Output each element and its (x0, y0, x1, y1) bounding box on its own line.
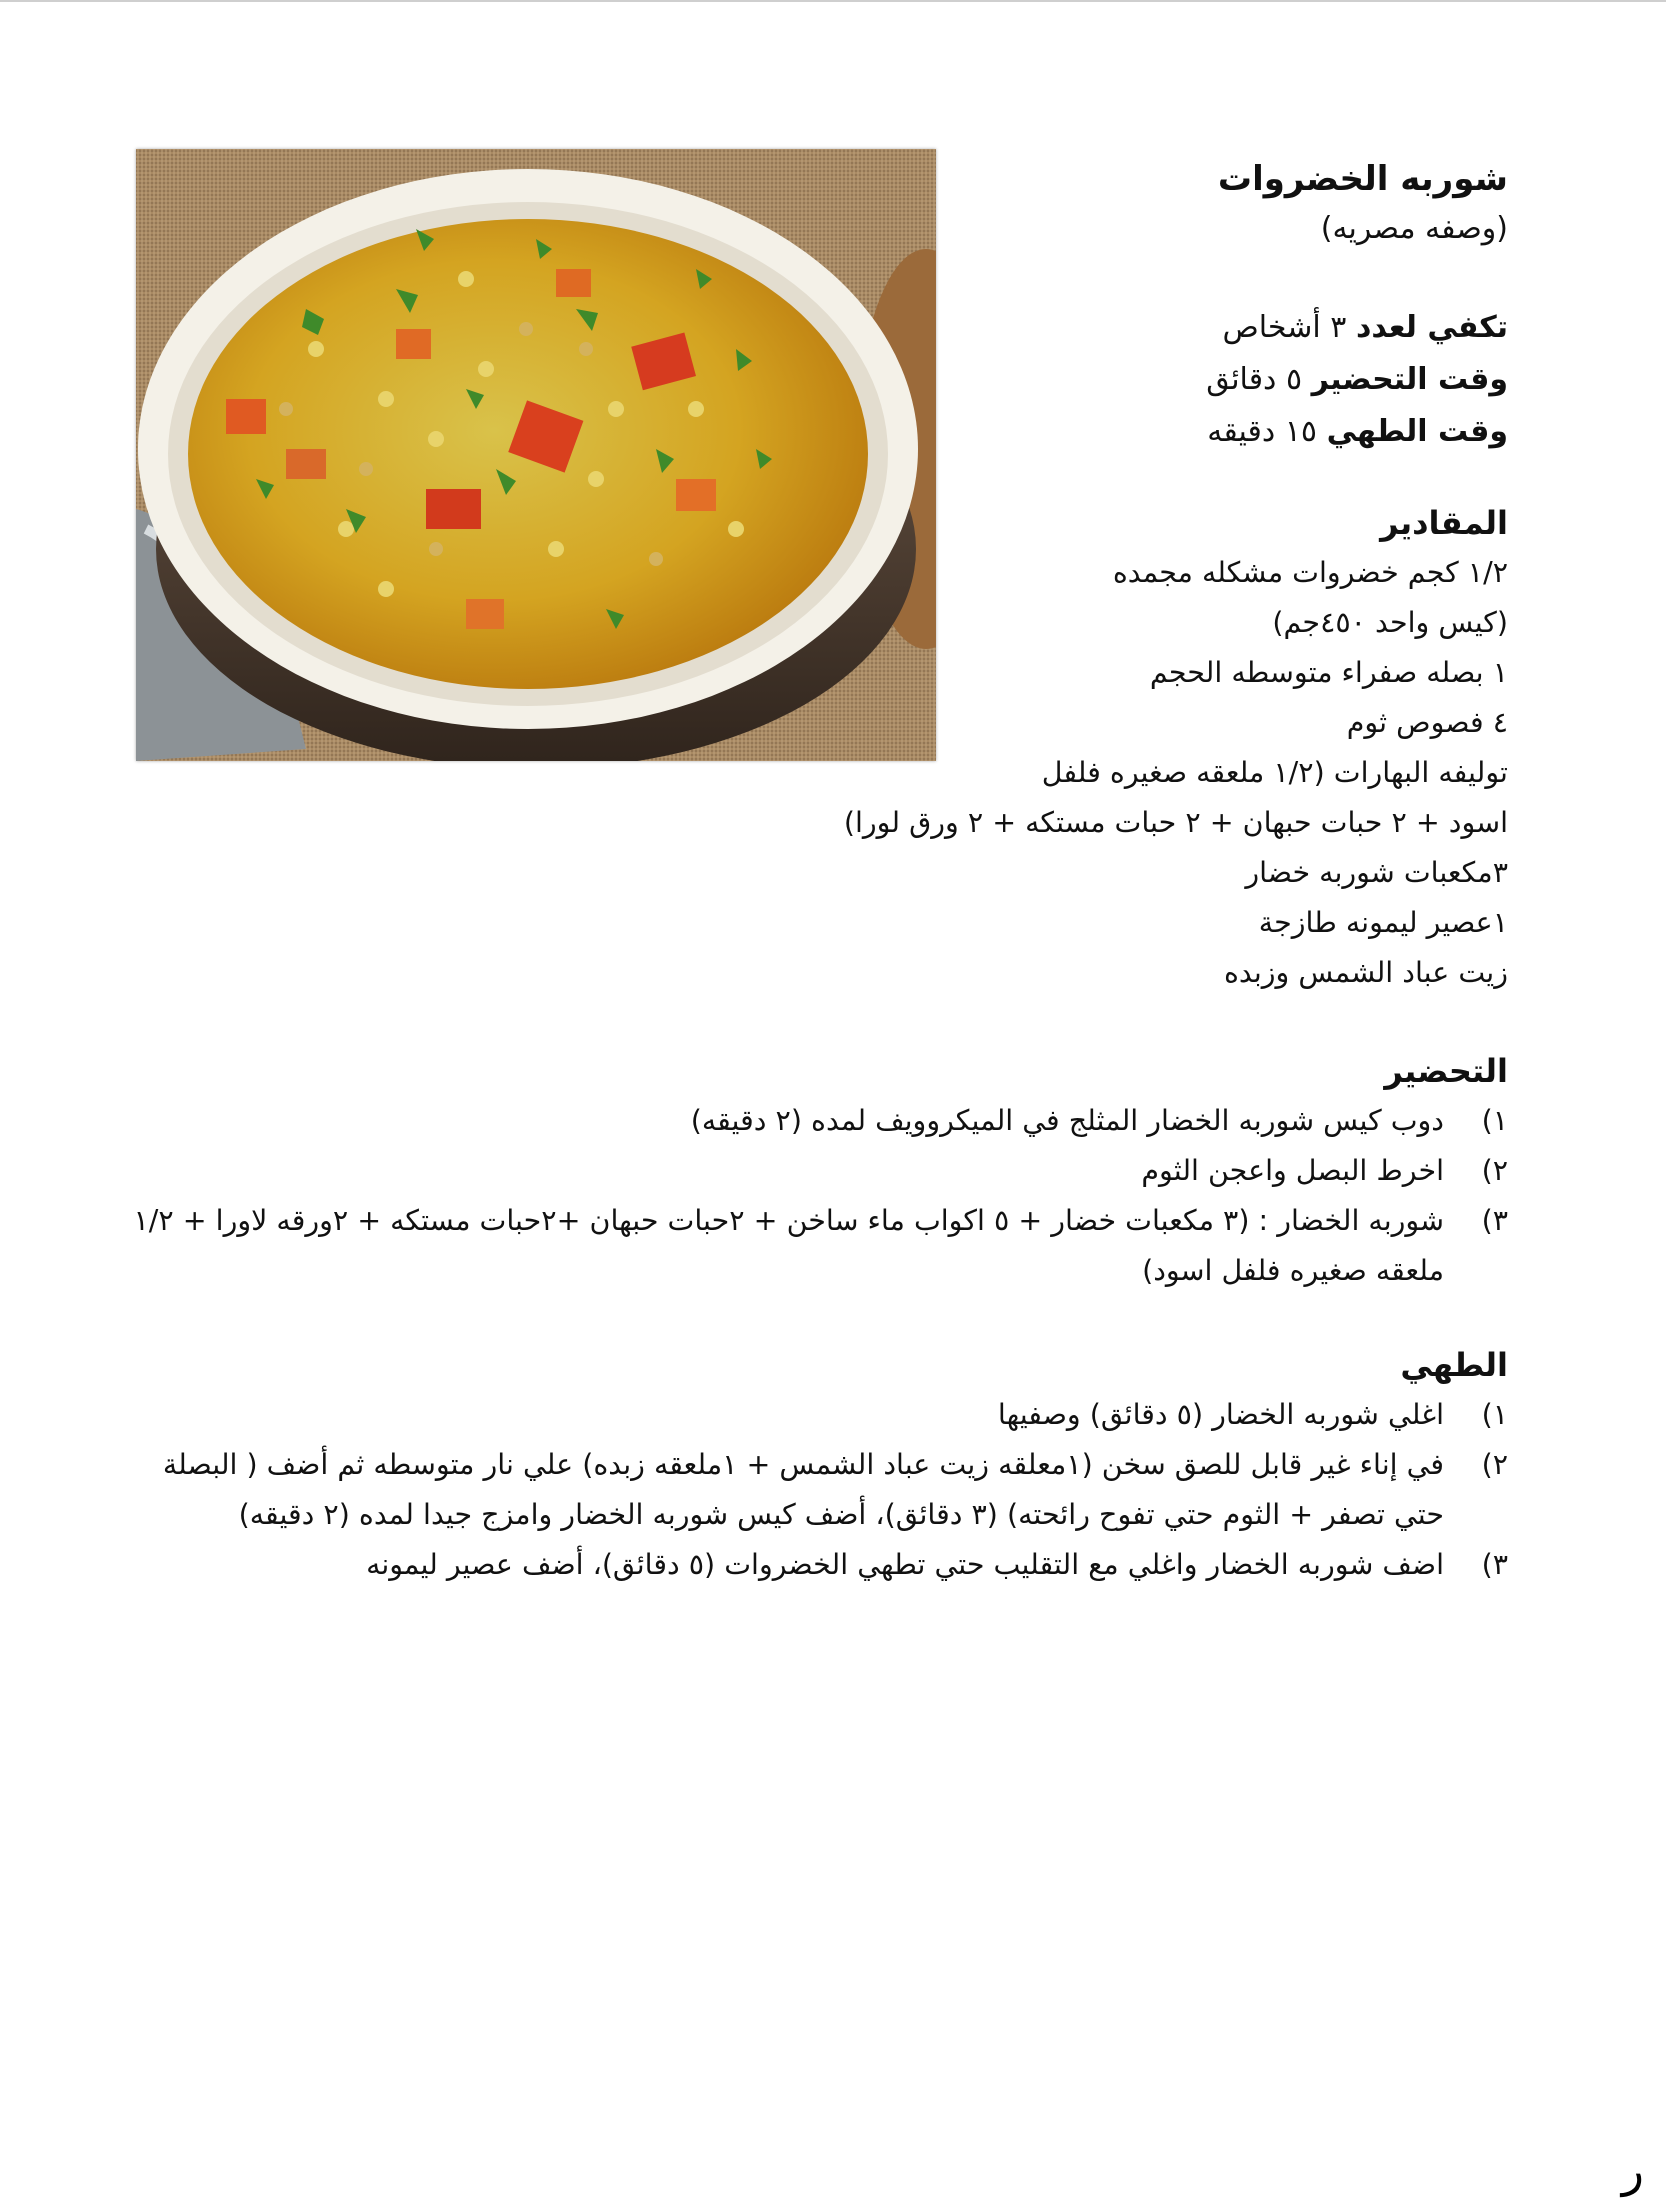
cooking-step (128, 1440, 1508, 1540)
corner-mark: ر (1621, 2143, 1644, 2197)
recipe-meta (968, 302, 1508, 458)
ingredient-line: ٣مكعبات شوربه خضار (1245, 856, 1508, 889)
servings-row (968, 302, 1508, 354)
cook-time-value: ١٥ دقيقه (1207, 414, 1318, 449)
preparation-step (128, 1146, 1508, 1196)
prep-time-label: وقت التحضير (1311, 362, 1508, 397)
ingredient-line: ١ بصله صفراء متوسطه الحجم (1149, 656, 1508, 689)
ingredients-title: المقادير (1380, 504, 1508, 542)
preparation-step (128, 1196, 1508, 1296)
prep-time-value: ٥ دقائق (1206, 362, 1303, 397)
ingredient-line: اسود + ٢ حبات حبهان + ٢ حبات مستكه + ٢ ورق لورا) (843, 806, 1508, 839)
step-text: دوب كيس شوربه الخضار المثلج في الميكروويف لمده (٢ دقيقه) (690, 1104, 1444, 1137)
ingredient-line: ٤ فصوص ثوم (1346, 706, 1508, 739)
preparation-section (128, 1046, 1508, 1296)
ingredient-line: زيت عباد الشمس وزبده (1223, 956, 1508, 989)
ingredient-line: (كيس واحد ٤٥٠جم) (1272, 606, 1508, 639)
cooking-section (128, 1340, 1508, 1590)
recipe-header (968, 154, 1508, 458)
step-text: اضف شوربه الخضار واغلي مع التقليب حتي تطهي الخضروات (٥ دقائق)، أضف عصير ليمونه (366, 1548, 1444, 1581)
recipe-subtitle: (وصفه مصريه) (1320, 211, 1508, 246)
step-number: ٣) (1481, 1204, 1508, 1237)
servings-value: ٣ أشخاص (1222, 310, 1347, 345)
ingredient-line: ١عصير ليمونه طازجة (1258, 906, 1508, 939)
prep-time-row (968, 354, 1508, 406)
recipe-title: شوربه الخضروات (1217, 159, 1508, 199)
cooking-step (128, 1540, 1508, 1590)
step-number: ١) (1481, 1104, 1508, 1137)
cook-time-row (968, 406, 1508, 458)
servings-label: تكفي لعدد (1355, 310, 1508, 345)
preparation-title: التحضير (1384, 1052, 1508, 1090)
cook-time-label: وقت الطهي (1326, 414, 1508, 449)
step-number: ١) (1481, 1398, 1508, 1431)
preparation-step (128, 1096, 1508, 1146)
ingredients-section (608, 498, 1508, 998)
cooking-title: الطهي (1400, 1346, 1508, 1384)
step-text: شوربه الخضار : (٣ مكعبات خضار + ٥ اكواب ماء ساخن + ٢حبات حبهان +٢حبات مستكه + ٢ورقه لاورا + ١/٢ ملعقه صغيره فلفل اسود) (133, 1204, 1444, 1287)
ingredient-line: توليفه البهارات (١/٢ ملعقه صغيره فلفل (1041, 756, 1508, 789)
ingredient-line: ١/٢ كجم خضروات مشكله مجمده (1112, 556, 1508, 589)
step-text: في إناء غير قابل للصق سخن (١معلقه زيت عباد الشمس + ١ملعقه زبده) علي نار متوسطه ثم أضف ( البصلة حتي تصفر + الثوم حتي تفوح رائحته) (٣ دقائق)، أضف كيس شوربه الخضار وامزج جيدا لمده (٢ دقيقه) (162, 1448, 1444, 1531)
step-number: ٢) (1481, 1154, 1508, 1187)
step-number: ٣) (1481, 1548, 1508, 1581)
step-number: ٢) (1481, 1448, 1508, 1481)
top-border (0, 0, 1666, 2)
step-text: اخرط البصل واعجن الثوم (1141, 1154, 1444, 1187)
cooking-step (128, 1390, 1508, 1440)
step-text: اغلي شوربه الخضار (٥ دقائق) وصفيها (997, 1398, 1444, 1431)
